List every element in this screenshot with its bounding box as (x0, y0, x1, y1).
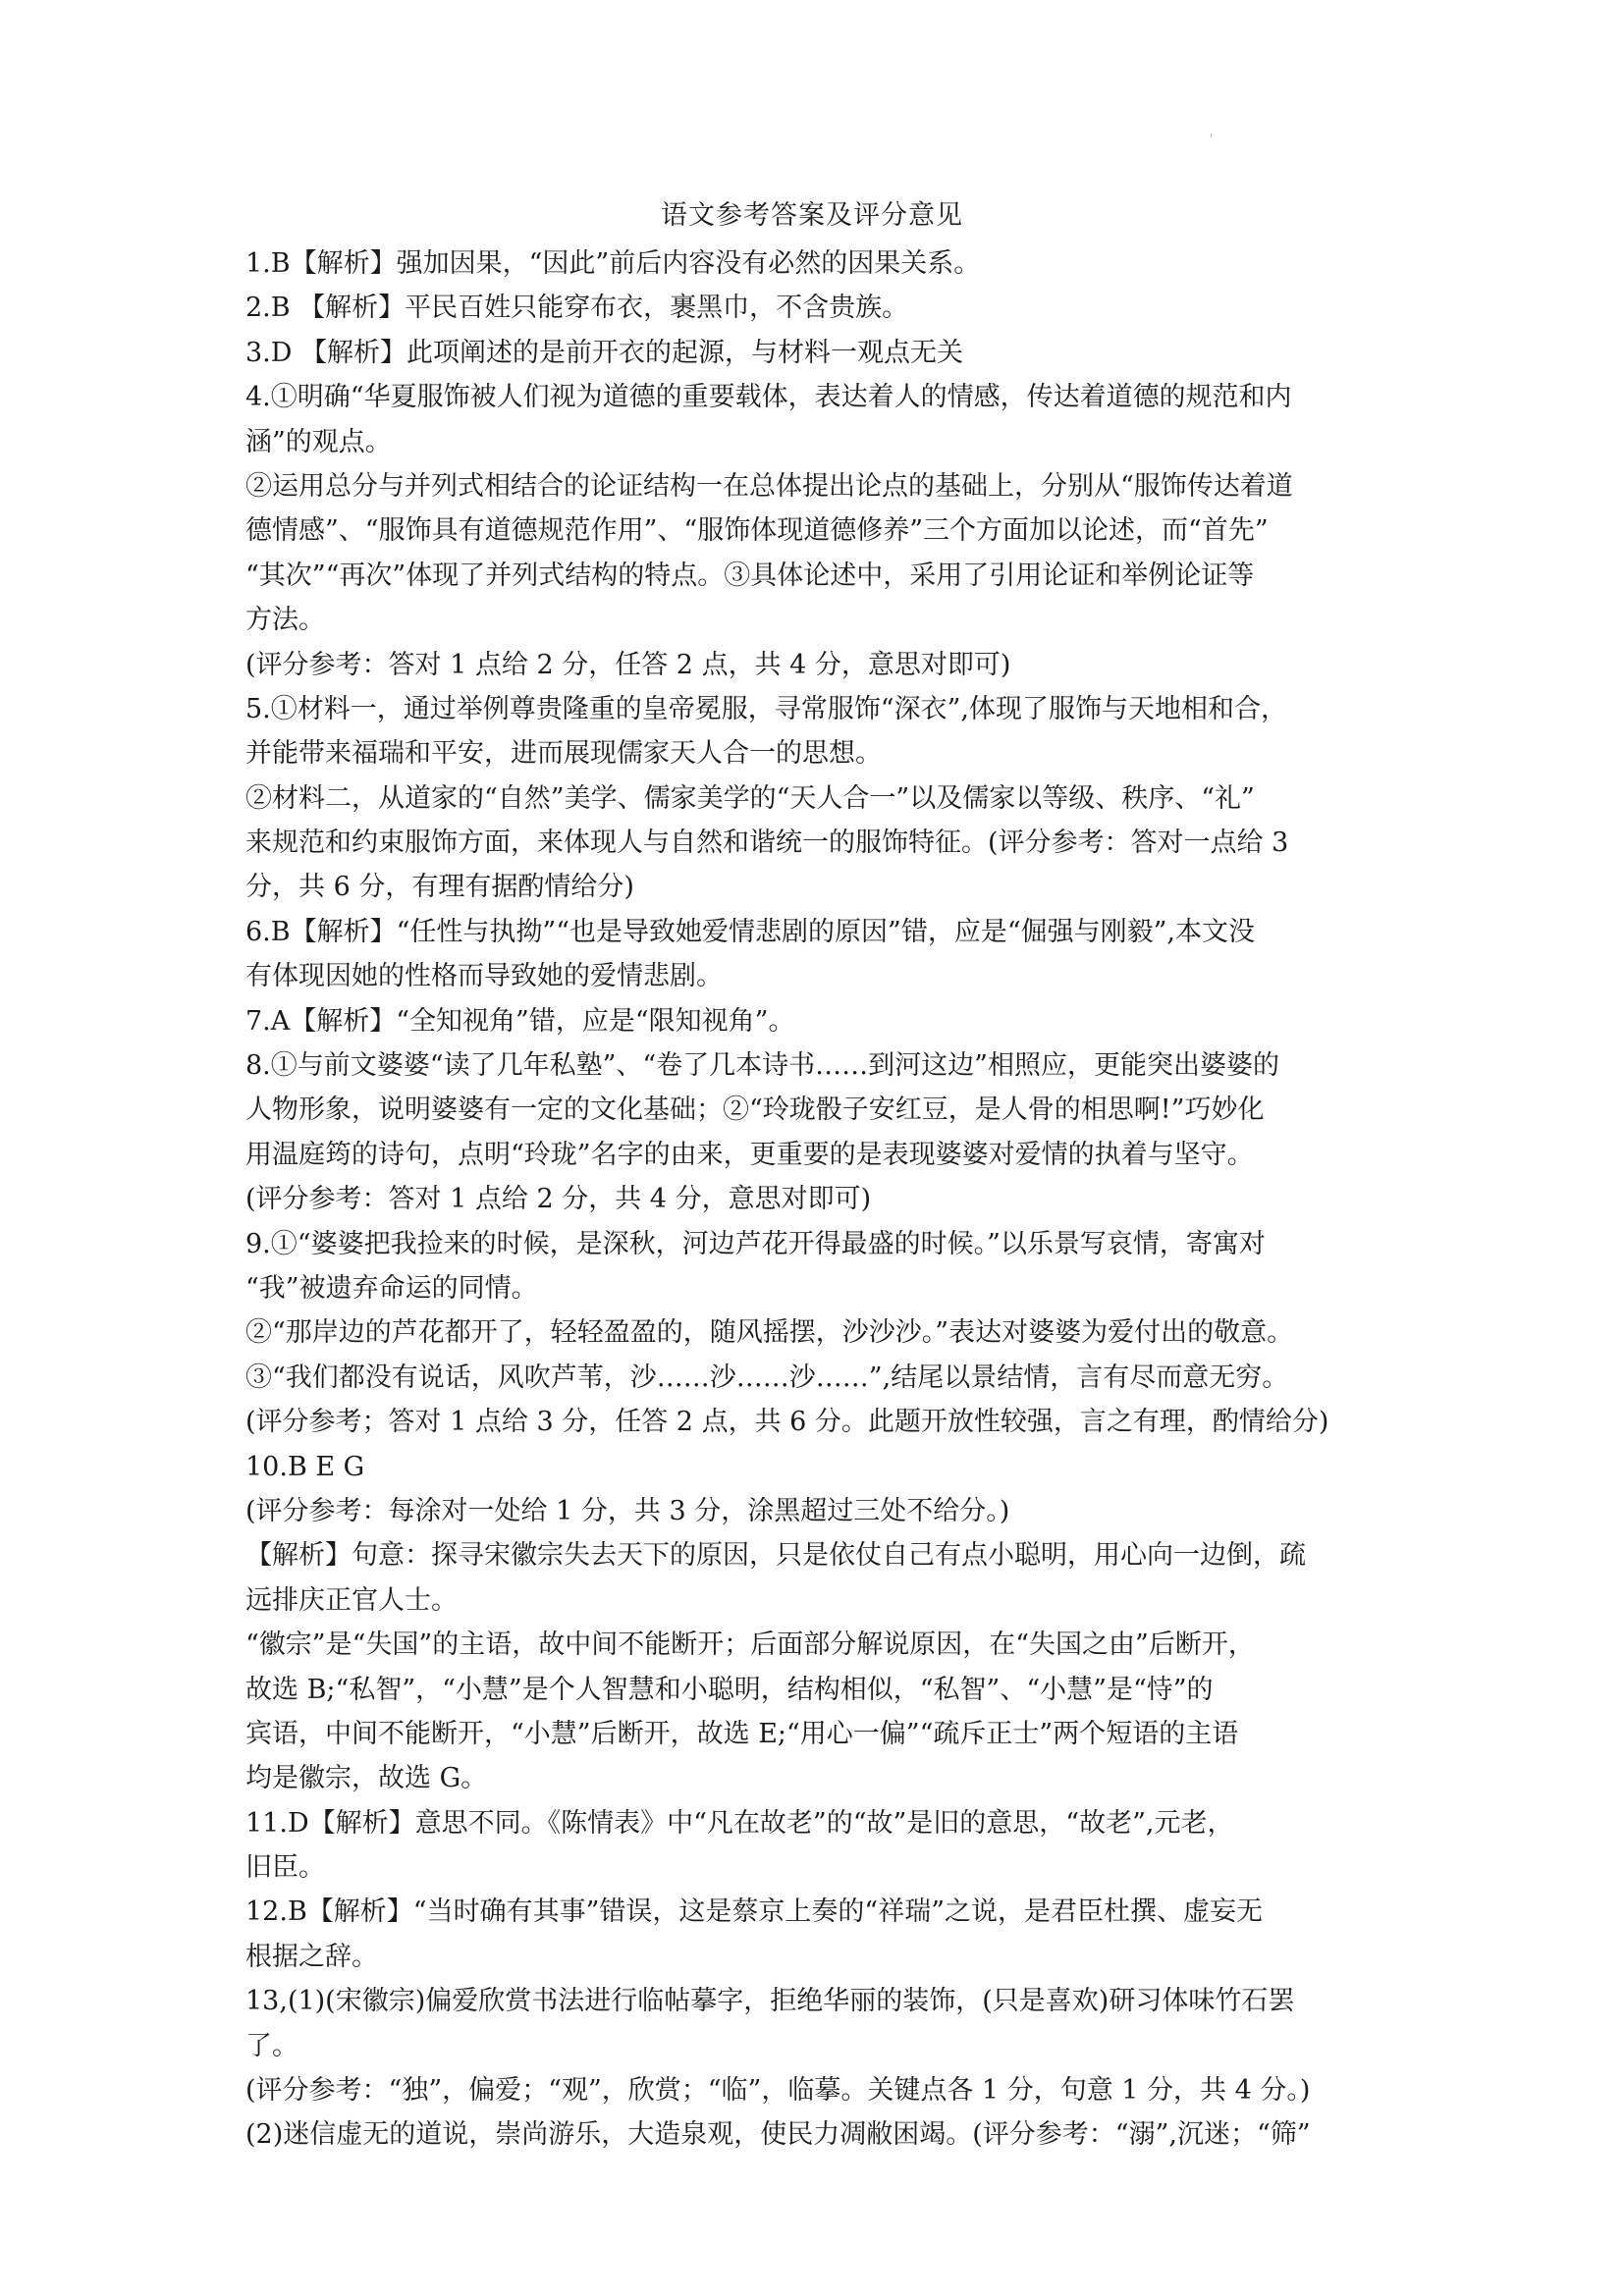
text-line: ②“那岸边的芦花都开了，轻轻盈盈的，随风摇摆，沙沙沙。”表达对婆婆为爱付出的敬意。 (245, 1317, 1294, 1349)
answer-content (245, 241, 1394, 2158)
text-line: 4.①明确“华夏服饰被人们视为道德的重要载体，表达着人的情感，传达着道德的规范和内 (245, 382, 1292, 413)
document-title: 语文参考答案及评分意见 (661, 200, 963, 231)
text-line: (评分参考：每涂对一处给 1 分，共 3 分，涂黑超过三处不给分。) (245, 1495, 1010, 1526)
text-line: 宾语，中间不能断开，“小慧”后断开，故选 E;“用心一偏”“疏斥正士”两个短语的主语 (245, 1718, 1239, 1749)
text-line: 来规范和约束服饰方面，来体现人与自然和谐统一的服饰特征。(评分参考：答对一点给 3 (245, 828, 1289, 859)
text-line: ②材料二，从道家的“自然”美学、儒家美学的“天人合一”以及儒家以等级、秩序、“礼” (245, 782, 1255, 814)
text-line: 10.B E G (245, 1451, 365, 1482)
text-line: 德情感”、“服饰具有道德规范作用”、“服饰体现道德修养”三个方面加以论述，而“首先” (245, 515, 1269, 547)
text-line: ③“我们都没有说话，风吹芦苇，沙……沙……沙……”,结尾以景结情，言有尽而意无穷。 (245, 1362, 1289, 1393)
text-line: “其次”“再次”体现了并列式结构的特点。③具体论述中，采用了引用论证和举例论证等 (245, 560, 1255, 591)
text-line: 13,(1)(宋徽宗)偏爱欣赏书法进行临帖摹字，拒绝华丽的装饰，(只是喜欢)研习体味竹石罢 (245, 1986, 1295, 2017)
text-line: 涵”的观点。 (245, 426, 392, 457)
text-line: (评分参考；答对 1 点给 3 分，任答 2 点，共 6 分。此题开放性较强，言之有理，酌情给分) (245, 1407, 1329, 1438)
text-line: 5.①材料一，通过举例尊贵隆重的皇帝冕服，寻常服饰“深衣”,体现了服饰与天地相和合， (245, 693, 1287, 724)
text-line: ②运用总分与并列式相结合的论证结构一在总体提出论点的基础上，分别从“服饰传达着道 (245, 470, 1293, 502)
text-line: “我”被遗弃命运的同情。 (245, 1272, 538, 1304)
text-line: 8.①与前文婆婆“读了几年私塾”、“卷了几本诗书……到河这边”相照应，更能突出婆婆的 (245, 1050, 1279, 1082)
text-line: (评分参考：“独”，偏爱；“观”，欣赏；“临”，临摹。关键点各 1 分，句意 1 分，共 4 分。) (245, 2075, 1311, 2107)
text-line: 根据之辞。 (245, 1941, 378, 1972)
text-line: 12.B【解析】“当时确有其事”错误，这是蔡京上奏的“祥瑞”之说，是君臣杜撰、虚妄无 (245, 1896, 1263, 1928)
text-line: “徽宗”是“失国”的主语，故中间不能断开；后面部分解说原因，在“失国之由”后断开， (245, 1629, 1255, 1661)
text-line: (2)迷信虚无的道说，崇尚游乐，大造泉观，使民力凋敝困竭。(评分参考：“溺”,沉迷；“筛” (245, 2119, 1311, 2151)
text-line: 故选 B;“私智”，“小慧”是个人智慧和小聪明，结构相似，“私智”、“小慧”是“恃”的 (245, 1674, 1214, 1705)
text-line: 6.B【解析】“任性与执拗”“也是导致她爱情悲剧的原因”错，应是“倔强与刚毅”,本文没 (245, 916, 1256, 947)
text-line: 并能带来福瑞和平安，进而展现儒家天人合一的思想。 (245, 738, 882, 770)
text-line: 3.D 【解析】此项阐述的是前开衣的起源，与材料一观点无关 (245, 337, 963, 368)
text-line: 旧臣。 (245, 1852, 325, 1884)
text-line: 11.D【解析】意思不同。《陈情表》中“凡在故老”的“故”是旧的意思，“故老”,元老， (245, 1807, 1234, 1839)
corner-mark: ' (1210, 133, 1213, 144)
text-line: 7.A【解析】“全知视角”错，应是“限知视角”。 (245, 1005, 795, 1037)
text-line: 远排庆正官人士。 (245, 1584, 458, 1616)
text-line: 方法。 (245, 605, 325, 636)
text-line: 9.①“婆婆把我捡来的时候，是深秋，河边芦花开得最盛的时候。”以乐景写哀情，寄寓对 (245, 1228, 1266, 1259)
text-line: 【解析】句意：探寻宋徽宗失去天下的原因，只是依仗自己有点小聪明，用心向一边倒，疏 (245, 1540, 1306, 1572)
text-line: 人物形象，说明婆婆有一定的文化基础；②“玲珑骰子安红豆，是人骨的相思啊!”巧妙化 (245, 1095, 1265, 1126)
text-line: 1.B【解析】强加因果，“因此”前后内容没有必然的因果关系。 (245, 248, 981, 279)
text-line: 了。 (245, 2030, 298, 2061)
text-line: 2.B 【解析】平民百姓只能穿布衣，裹黑巾，不含贵族。 (245, 293, 909, 324)
text-line: 有体现因她的性格而导致她的爱情悲剧。 (245, 961, 723, 992)
text-line: 分，共 6 分，有理有据酌情给分) (245, 872, 634, 903)
text-line: 用温庭筠的诗句，点明“玲珑”名字的由来，更重要的是表现婆婆对爱情的执着与坚守。 (245, 1139, 1254, 1170)
text-line: 均是徽宗，故选 G。 (245, 1763, 488, 1794)
text-line: (评分参考：答对 1 点给 2 分，共 4 分，意思对即可) (245, 1184, 872, 1215)
text-line: (评分参考：答对 1 点给 2 分，任答 2 点，共 4 分，意思对即可) (245, 649, 1011, 680)
